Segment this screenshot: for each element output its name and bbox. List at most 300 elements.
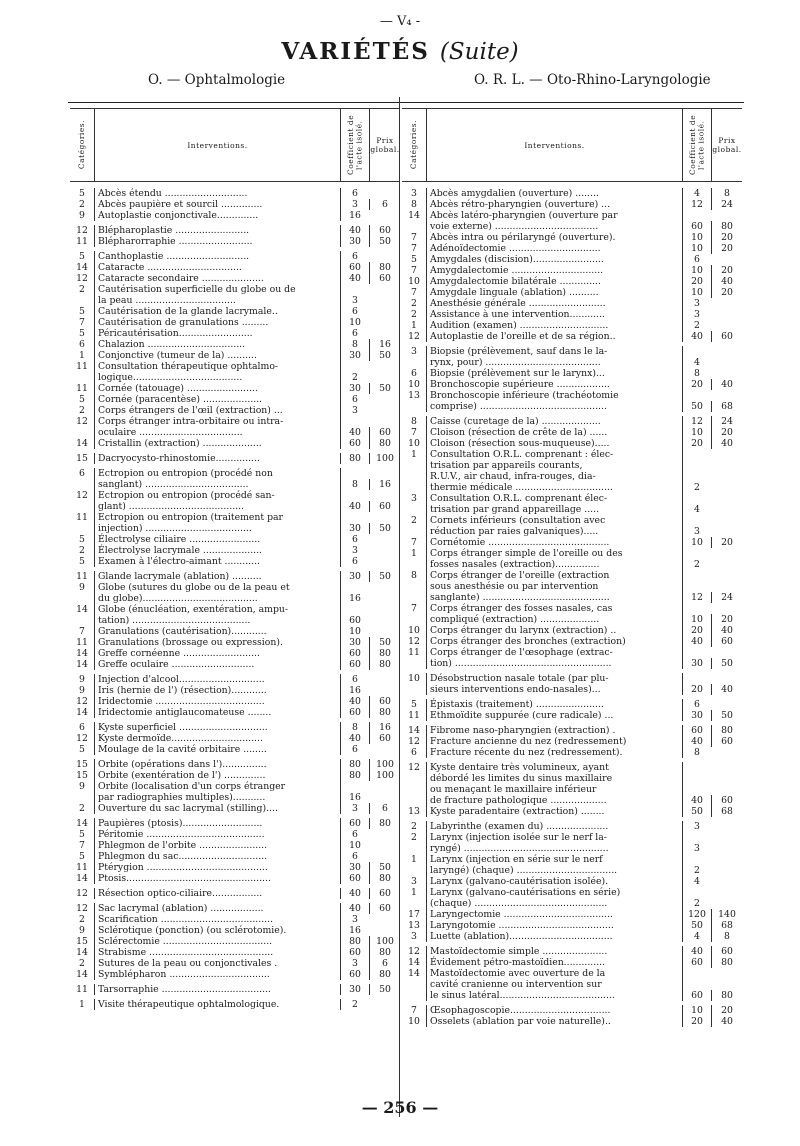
table-row [70, 523, 400, 534]
row-category: 1 [411, 449, 417, 460]
row-prix: 80 [711, 957, 742, 968]
table-row [402, 625, 742, 636]
table-row [70, 284, 400, 295]
row-prix: 68 [711, 806, 742, 817]
row-coefficient: 40 [691, 795, 703, 806]
table-row [70, 888, 400, 899]
table-row [402, 614, 742, 625]
row-category: 12 [76, 225, 88, 236]
row-intervention: Abcès paupière et sourcil .............. [94, 199, 341, 210]
row-intervention: voie externe) ................................... [426, 221, 683, 232]
row-category: 1 [411, 854, 417, 865]
row-category: 2 [411, 309, 417, 320]
row-prix: 50 [369, 637, 400, 648]
table-row [402, 416, 742, 427]
row-category: 12 [408, 762, 420, 773]
row-category: 12 [408, 331, 420, 342]
table-row [70, 615, 400, 626]
row-intervention: Ectropion ou entropion (procédé san- [94, 490, 341, 501]
row-intervention: Abcès rétro-pharyngien (ouverture) ... [426, 199, 683, 210]
row-intervention: Cornée (tatouage) ........................ [94, 383, 341, 394]
row-prix: 50 [369, 236, 400, 247]
table-row [402, 658, 742, 669]
row-prix: 20 [711, 243, 742, 254]
row-coefficient: 16 [349, 593, 361, 604]
row-coefficient: 16 [349, 685, 361, 696]
table-row [402, 979, 742, 990]
row-coefficient: 2 [352, 999, 358, 1010]
row-intervention: Cloison (résection de crête de la) ...... [426, 427, 683, 438]
table-row [402, 784, 742, 795]
row-category: 14 [76, 947, 88, 958]
row-coefficient: 60 [349, 648, 361, 659]
row-category: 14 [76, 648, 88, 659]
title-suite: (Suite) [439, 39, 519, 65]
row-intervention: Cornée (paracentèse) .................... [94, 394, 341, 405]
row-coefficient: 8 [352, 479, 358, 490]
row-coefficient: 6 [694, 699, 700, 710]
row-intervention: Amygdales (discision)........................ [426, 254, 683, 265]
row-intervention: Laryngectomie ..................................... [426, 909, 683, 920]
table-row [70, 914, 400, 925]
row-coefficient: 30 [691, 710, 703, 721]
header-interventions: Interventions. [95, 109, 341, 181]
row-category: 10 [408, 625, 420, 636]
row-prix: 60 [711, 946, 742, 957]
row-prix: 24 [711, 199, 742, 210]
row-coefficient: 3 [352, 958, 358, 969]
table-row [402, 265, 742, 276]
table-row [70, 770, 400, 781]
row-coefficient: 30 [349, 523, 361, 534]
table-row [402, 821, 742, 832]
row-category: 10 [408, 673, 420, 684]
table-row [402, 1005, 742, 1016]
table-row [402, 684, 742, 695]
row-coefficient: 30 [349, 236, 361, 247]
row-category: 5 [79, 306, 85, 317]
row-category: 1 [411, 887, 417, 898]
row-intervention: Amygdale linguale (ablation) .......... [426, 287, 683, 298]
row-intervention: Globe (énucléation, exentération, ampu- [94, 604, 341, 615]
row-intervention: Cristallin (extraction) .................... [94, 438, 341, 449]
row-prix: 50 [369, 383, 400, 394]
row-intervention: sanglant) ................................... [94, 479, 341, 490]
table-row [402, 471, 742, 482]
row-prix: 40 [711, 276, 742, 287]
row-category: 7 [411, 265, 417, 276]
table-row [402, 243, 742, 254]
row-intervention: Anesthésie générale .......................... [426, 298, 683, 309]
table-row [402, 199, 742, 210]
table-row [402, 221, 742, 232]
table-row [70, 372, 400, 383]
row-category: 13 [408, 390, 420, 401]
row-intervention: thermie médicale ................................. [426, 482, 683, 493]
row-intervention: Autoplastie conjonctivale.............. [94, 210, 341, 221]
row-intervention: Kyste dermoïde............................... [94, 733, 341, 744]
row-prix: 68 [711, 920, 742, 931]
row-intervention: Sac lacrymal (ablation) .................. [94, 903, 341, 914]
row-intervention: Cautérisation superficielle du globe ou de [94, 284, 341, 295]
row-prix: 40 [711, 684, 742, 695]
rows-orl [402, 188, 742, 1027]
row-coefficient: 3 [694, 309, 700, 320]
row-intervention: Moulage de la cavité orbitaire ........ [94, 744, 341, 755]
table-row [70, 317, 400, 328]
row-category: 6 [79, 722, 85, 733]
table-row [402, 368, 742, 379]
row-intervention: Consultation O.R.L. comprenant : élec- [426, 449, 683, 460]
row-intervention: Corps étranger du larynx (extraction) .. [426, 625, 683, 636]
row-category: 3 [411, 876, 417, 887]
row-intervention: Symblépharon .................................. [94, 969, 341, 980]
table-row [402, 736, 742, 747]
row-category: 14 [76, 873, 88, 884]
row-coefficient: 3 [352, 545, 358, 556]
row-category: 9 [79, 674, 85, 685]
table-row [70, 512, 400, 523]
row-coefficient: 80 [349, 936, 361, 947]
row-category: 9 [79, 685, 85, 696]
row-coefficient: 10 [691, 265, 703, 276]
row-intervention: tation) ........................................ [94, 615, 341, 626]
row-intervention: Cornétomie ......................................... [426, 537, 683, 548]
row-coefficient: 10 [691, 1005, 703, 1016]
row-coefficient: 40 [349, 501, 361, 512]
row-category: 5 [79, 188, 85, 199]
row-prix: 50 [369, 984, 400, 995]
row-category: 12 [76, 696, 88, 707]
table-row [70, 545, 400, 556]
table-row [402, 581, 742, 592]
table-row [70, 438, 400, 449]
row-intervention: Fracture ancienne du nez (redressement) [426, 736, 683, 747]
row-category: 11 [76, 984, 88, 995]
table-row [70, 383, 400, 394]
row-category: 14 [76, 969, 88, 980]
row-prix: 60 [369, 501, 400, 512]
row-category: 5 [79, 556, 85, 567]
row-prix: 40 [711, 625, 742, 636]
row-coefficient: 40 [349, 888, 361, 899]
row-intervention: Greffe cornéenne .......................... [94, 648, 341, 659]
row-intervention: Péricautérisation......................... [94, 328, 341, 339]
row-intervention: la peau .................................. [94, 295, 341, 306]
row-prix: 60 [711, 736, 742, 747]
table-row [70, 637, 400, 648]
table-row [402, 526, 742, 537]
table-row [402, 570, 742, 581]
table-row [402, 699, 742, 710]
table-row [70, 571, 400, 582]
row-category: 2 [411, 298, 417, 309]
row-category: 12 [76, 733, 88, 744]
row-category: 7 [411, 243, 417, 254]
row-category: 14 [408, 957, 420, 968]
row-intervention: sous anesthésie ou par intervention [426, 581, 683, 592]
table-row [402, 1016, 742, 1027]
row-intervention: Canthoplastie ............................ [94, 251, 341, 262]
row-intervention: Évidement pétro-mastoïdien.............. [426, 957, 683, 968]
row-intervention: Œsophagoscopie.................................. [426, 1005, 683, 1016]
row-category: 7 [411, 232, 417, 243]
row-category: 12 [76, 416, 88, 427]
row-prix: 20 [711, 537, 742, 548]
row-intervention: Corps étranger de l'oreille (extraction [426, 570, 683, 581]
row-intervention: Strabisme .......................................... [94, 947, 341, 958]
row-coefficient: 2 [694, 320, 700, 331]
row-intervention: par radiographies multiples)........... [94, 792, 341, 803]
page-title [0, 38, 800, 65]
row-coefficient: 30 [349, 984, 361, 995]
row-intervention: cavité cranienne ou intervention sur [426, 979, 683, 990]
table-row [70, 696, 400, 707]
row-category: 2 [79, 803, 85, 814]
table-row [402, 673, 742, 684]
row-intervention: Mastoïdectomie simple ...................... [426, 946, 683, 957]
header-prix: Prix global. [370, 136, 400, 154]
table-row [402, 854, 742, 865]
row-category: 10 [408, 1016, 420, 1027]
row-prix: 6 [369, 199, 400, 210]
row-intervention: Visite thérapeutique ophtalmologique. [94, 999, 341, 1010]
row-intervention: Bronchoscopie supérieure .................. [426, 379, 683, 390]
row-coefficient: 4 [694, 188, 700, 199]
row-coefficient: 30 [691, 658, 703, 669]
row-category: 8 [411, 416, 417, 427]
row-category: 8 [411, 199, 417, 210]
row-coefficient: 30 [349, 571, 361, 582]
row-coefficient: 40 [691, 946, 703, 957]
row-category: 2 [79, 284, 85, 295]
row-prix: 20 [711, 287, 742, 298]
row-prix: 100 [369, 936, 400, 947]
row-prix: 60 [369, 733, 400, 744]
row-intervention: Amygdalectomie ............................... [426, 265, 683, 276]
row-category: 5 [79, 251, 85, 262]
row-coefficient: 80 [349, 770, 361, 781]
table-row [402, 357, 742, 368]
row-coefficient: 20 [691, 684, 703, 695]
row-intervention: Injection d'alcool............................. [94, 674, 341, 685]
row-category: 14 [76, 262, 88, 273]
top-rule [68, 102, 744, 103]
row-coefficient: 10 [691, 232, 703, 243]
row-prix: 60 [369, 273, 400, 284]
row-intervention: Cautérisation de granulations ......... [94, 317, 341, 328]
row-intervention: Laryngotomie ....................................... [426, 920, 683, 931]
row-intervention: Corps étranger intra-orbitaire ou intra- [94, 416, 341, 427]
row-coefficient: 40 [349, 427, 361, 438]
row-prix: 140 [711, 909, 742, 920]
row-coefficient: 8 [352, 339, 358, 350]
row-intervention: Glande lacrymale (ablation) .......... [94, 571, 341, 582]
row-intervention: Orbite (localisation d'un corps étranger [94, 781, 341, 792]
table-row [402, 548, 742, 559]
row-prix: 100 [369, 759, 400, 770]
table-row [70, 781, 400, 792]
row-prix: 80 [369, 947, 400, 958]
row-category: 5 [411, 254, 417, 265]
row-category: 10 [408, 276, 420, 287]
row-prix: 100 [369, 453, 400, 464]
row-coefficient: 10 [691, 537, 703, 548]
row-prix: 20 [711, 1005, 742, 1016]
table-ophtalmologie [70, 108, 400, 1010]
table-row [402, 401, 742, 412]
table-row [402, 537, 742, 548]
table-row [402, 920, 742, 931]
row-prix: 16 [369, 339, 400, 350]
row-intervention: le sinus latéral....................................... [426, 990, 683, 1001]
row-prix: 80 [369, 659, 400, 670]
row-intervention: Tarsorraphie ..................................... [94, 984, 341, 995]
row-coefficient: 40 [349, 733, 361, 744]
row-intervention: Granulations (brossage ou expression). [94, 637, 341, 648]
row-intervention: Amygdalectomie bilatérale .............. [426, 276, 683, 287]
row-intervention: Blépharoplastie ......................... [94, 225, 341, 236]
row-coefficient: 30 [349, 862, 361, 873]
row-prix: 16 [369, 722, 400, 733]
row-intervention: Orbite (exentération de l') .............. [94, 770, 341, 781]
table-row [402, 843, 742, 854]
row-intervention: R.U.V., air chaud, infra-rouges, dia- [426, 471, 683, 482]
table-row [70, 350, 400, 361]
table-row [402, 493, 742, 504]
row-intervention: Larynx (galvano-cautérisation isolée). [426, 876, 683, 887]
row-prix: 80 [369, 873, 400, 884]
row-prix: 20 [711, 427, 742, 438]
table-row [402, 773, 742, 784]
row-category: 7 [411, 1005, 417, 1016]
table-row [402, 592, 742, 603]
row-coefficient: 40 [691, 736, 703, 747]
row-coefficient: 4 [694, 504, 700, 515]
table-row [402, 710, 742, 721]
row-intervention: Cornets inférieurs (consultation avec [426, 515, 683, 526]
row-category: 15 [76, 453, 88, 464]
table-row [70, 829, 400, 840]
row-intervention: trisation par appareils courants, [426, 460, 683, 471]
row-coefficient: 3 [352, 199, 358, 210]
row-intervention: Biopsie (prélèvement sur le larynx)... [426, 368, 683, 379]
table-row [70, 361, 400, 372]
table-row [70, 295, 400, 306]
table-row [402, 449, 742, 460]
table-row [402, 298, 742, 309]
row-category: 5 [79, 829, 85, 840]
row-intervention: Corps étranger de l'œsophage (extrac- [426, 647, 683, 658]
row-coefficient: 60 [691, 957, 703, 968]
row-intervention: Kyste dentaire très volumineux, ayant [426, 762, 683, 773]
row-intervention: tion) ..................................................... [426, 658, 683, 669]
row-intervention: Larynx (galvano-cautérisations en série) [426, 887, 683, 898]
page-number: — 256 — [361, 1098, 439, 1117]
row-prix: 20 [711, 265, 742, 276]
table-row [402, 559, 742, 570]
row-coefficient: 60 [349, 438, 361, 449]
row-coefficient: 6 [352, 674, 358, 685]
row-prix: 24 [711, 592, 742, 603]
row-coefficient: 10 [691, 287, 703, 298]
row-prix: 50 [711, 658, 742, 669]
row-category: 15 [76, 759, 88, 770]
table-row [70, 707, 400, 718]
row-intervention: trisation par grand appareillage ..... [426, 504, 683, 515]
row-coefficient: 2 [694, 865, 700, 876]
row-category: 6 [411, 747, 417, 758]
row-prix: 8 [711, 931, 742, 942]
row-intervention: Ethmoïdite suppurée (cure radicale) ... [426, 710, 683, 721]
page-marker: — V₄ - [379, 14, 421, 29]
table-row [402, 990, 742, 1001]
table-row [402, 957, 742, 968]
table-row [402, 806, 742, 817]
row-coefficient: 10 [691, 427, 703, 438]
row-intervention: Désobstruction nasale totale (par plu- [426, 673, 683, 684]
row-category: 8 [411, 570, 417, 581]
row-category: 1 [411, 548, 417, 559]
row-coefficient: 20 [691, 438, 703, 449]
row-coefficient: 6 [352, 188, 358, 199]
row-intervention: Fibrome naso-pharyngien (extraction) . [426, 725, 683, 736]
table-row [70, 199, 400, 210]
table-row [402, 832, 742, 843]
row-coefficient: 60 [349, 707, 361, 718]
row-intervention: Ouverture du sac lacrymal (stilling).... [94, 803, 341, 814]
table-row [402, 390, 742, 401]
row-category: 14 [408, 725, 420, 736]
table-row [70, 339, 400, 350]
row-category: 7 [411, 603, 417, 614]
table-row [70, 328, 400, 339]
row-category: 1 [79, 350, 85, 361]
row-coefficient: 10 [349, 626, 361, 637]
row-coefficient: 4 [694, 931, 700, 942]
row-intervention: Conjonctive (tumeur de la) .......... [94, 350, 341, 361]
row-prix: 60 [711, 636, 742, 647]
row-category: 11 [76, 383, 88, 394]
row-prix: 6 [369, 958, 400, 969]
table-row [70, 273, 400, 284]
row-intervention: ryngé) ................................................. [426, 843, 683, 854]
row-coefficient: 12 [691, 592, 703, 603]
header-prix: Prix global. [712, 136, 742, 154]
row-intervention: Électrolyse ciliaire ........................ [94, 534, 341, 545]
row-prix: 50 [369, 523, 400, 534]
row-coefficient: 60 [691, 990, 703, 1001]
row-intervention: Blépharorraphie ......................... [94, 236, 341, 247]
table-row [70, 556, 400, 567]
row-intervention: Audition (examen) .............................. [426, 320, 683, 331]
row-intervention: du globe)....................................... [94, 593, 341, 604]
header-coefficient: Coefficient de l'acte isolé. [341, 109, 370, 181]
row-prix: 60 [369, 225, 400, 236]
row-category: 7 [79, 317, 85, 328]
table-row [402, 887, 742, 898]
row-coefficient: 50 [691, 806, 703, 817]
row-category: 1 [79, 999, 85, 1010]
section-title-ophtalmologie: O. — Ophtalmologie [148, 72, 286, 88]
row-intervention: Phlegmon du sac.............................. [94, 851, 341, 862]
row-category: 2 [411, 515, 417, 526]
row-category: 9 [79, 210, 85, 221]
row-intervention: Ectropion ou entropion (traitement par [94, 512, 341, 523]
row-prix: 8 [711, 188, 742, 199]
table-row [70, 582, 400, 593]
row-coefficient: 3 [694, 298, 700, 309]
